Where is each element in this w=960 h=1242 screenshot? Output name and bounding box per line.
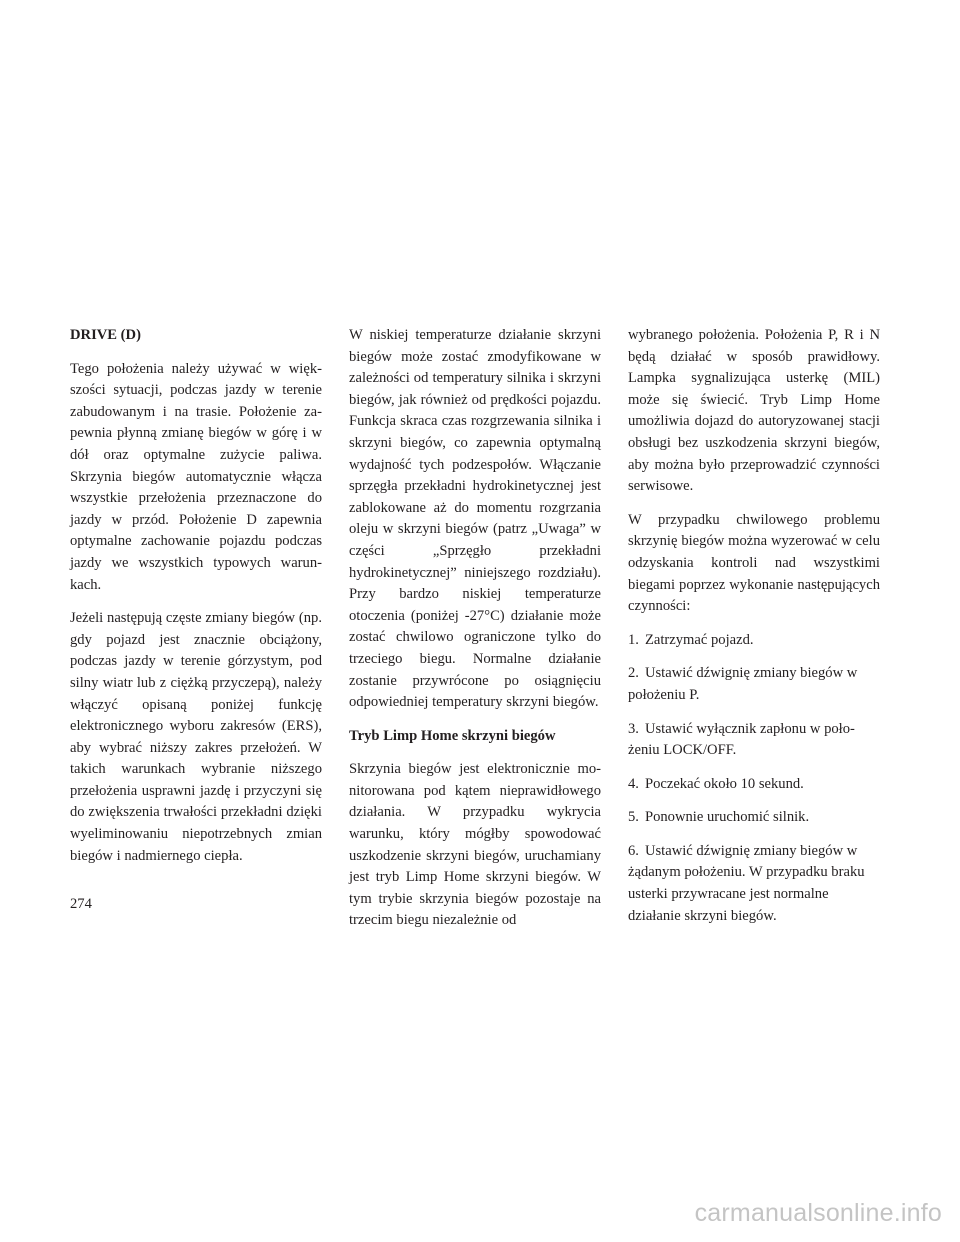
paragraph: Tego położenia należy używać w większości sytuacji, podczas jazdy w terenie zabudowanym i na trasie. Położenie zapewnia płynną zmianę biegów w górę i w dół oraz optymalne zużycie paliwa. Skrzynia biegów automatycznie włącza wszystkie przełożenia przeznaczone do jazdy w przód. Położenie D zapewnia optymalne zachowanie pojazdu podczas jazdy we wszystkich typowych warunkach.	[70, 360, 322, 593]
step-number: 2.	[628, 665, 639, 682]
paragraph: W przypadku chwilowego problemu skrzynię biegów można wyzerować w celu odzyskania kontroli nad wszystkimi biegami poprzez wykonanie następujących czynności:	[628, 511, 880, 615]
section-heading-limp-home: Tryb Limp Home skrzyni biegów	[349, 727, 556, 744]
step-number: 3.	[628, 720, 639, 737]
paragraph: W niskiej temperaturze działanie skrzyni biegów może zostać zmodyfikowane w zależności od temperatury silnika i skrzyni biegów, jak również od prędkości pojazdu. Funkcja skraca czas rozgrzewania silnika i skrzyni biegów, co zapewnia optymalną wydajność tych podzespołów. Włączanie sprzęgła przekładni hydrokinetycznej jest zablokowane aż do momentu rozgrzania oleju w skrzyni biegów (patrz „Uwaga” w części „Sprzęgło przekładni hydrokinetycznej” niniejszego rozdziału). Przy bardzo niskiej temperaturze otoczenia (poniżej -27°C) działanie może zostać chwilowo ograniczone tylko do trzeciego biegu. Normalne działanie zostanie przywrócone po osiągnięciu odpowiedniej temperatury skrzyni biegów.	[349, 327, 601, 711]
paragraph: Jeżeli następują częste zmiany biegów (np. gdy pojazd jest znacznie obciążony, podczas jazdy w terenie górzystym, pod silny wiatr lub z ciężką przyczepą), należy włączyć opisaną poniżej funkcję elektronicznego wyboru zakresów (ERS), aby wybrać niższy zakres przełożeń. W takich warunkach wybranie niższego przełożenia usprawni jazdę i przyczyni się do zwiększenia trwałości przekładni dzięki wyeliminowaniu niepotrzebnych zmian biegów i nadmiernego ciepła.	[70, 610, 322, 864]
list-item	[628, 774, 880, 796]
step-number: 6.	[628, 842, 639, 859]
list-item	[628, 719, 880, 762]
reset-steps-list	[628, 630, 880, 928]
list-item	[628, 630, 880, 652]
list-item	[628, 807, 880, 829]
step-text: Ustawić dźwignię zmiany biegów w położeniu P.	[628, 665, 858, 703]
step-text: Ustawić wyłącznik zapłonu w położeniu LOCK/OFF.	[628, 720, 855, 759]
text-column-middle	[349, 325, 601, 944]
step-text: Ponownie uruchomić silnik.	[644, 809, 810, 826]
list-item	[628, 663, 880, 706]
page-number: 274	[70, 896, 92, 912]
paragraph: Skrzynia biegów jest elektronicznie monitorowana pod kątem nieprawidłowego działania. W przypadku wykrycia warunku, który mógłby spowodować uszkodzenie skrzyni biegów, uruchamiany jest tryb Limp Home skrzyni biegów. W tym trybie skrzynia biegów pozostaje na trzecim biegu niezależnie od	[349, 761, 601, 929]
step-text: Ustawić dźwignię zmiany biegów w żądanym położeniu. W przypadku braku usterki przywracane jest normalne działanie skrzyni biegów.	[628, 842, 865, 924]
list-item	[628, 841, 880, 927]
section-heading-drive: DRIVE (D)	[70, 327, 141, 343]
step-number: 1.	[628, 631, 639, 648]
watermark: carmanualsonline.info	[694, 1199, 942, 1227]
text-column-right	[628, 325, 880, 939]
paragraph: wybranego położenia. Położenia P, R i N będą działać w sposób prawidłowy. Lampka sygnalizująca usterkę (MIL) może się świecić. Tryb Limp Home umożliwia dojazd do autoryzowanej stacji obsługi bez uszkodzenia skrzyni biegów, aby można było przeprowadzić czynności serwisowe.	[628, 327, 880, 495]
step-number: 4.	[628, 775, 639, 792]
step-text: Poczekać około 10 sekund.	[644, 775, 804, 792]
step-text: Zatrzymać pojazd.	[644, 631, 754, 648]
text-column-left	[70, 325, 322, 879]
step-number: 5.	[628, 809, 639, 826]
